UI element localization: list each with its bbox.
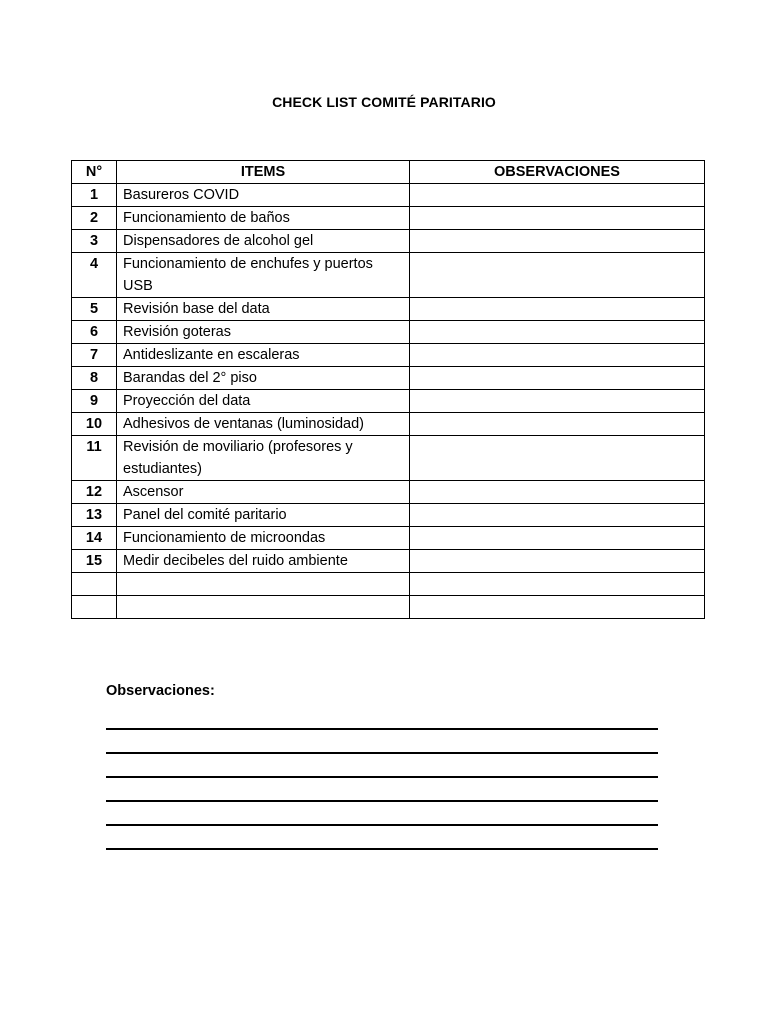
table-row [72,321,705,344]
header-observaciones: OBSERVACIONES [410,161,705,184]
table-row [72,596,705,619]
table-row [72,367,705,390]
table-body [72,184,705,619]
row-observation-cell[interactable] [410,436,705,481]
row-number [72,573,117,596]
table-row [72,504,705,527]
row-item [117,596,410,619]
row-observation-cell[interactable] [410,367,705,390]
row-observation-cell[interactable] [410,573,705,596]
table-row [72,390,705,413]
row-observation-cell[interactable] [410,298,705,321]
row-item: Proyección del data [117,390,410,413]
row-number: 7 [72,344,117,367]
row-number: 9 [72,390,117,413]
row-observation-cell[interactable] [410,550,705,573]
row-observation-cell[interactable] [410,527,705,550]
row-item: Antideslizante en escaleras [117,344,410,367]
row-item: Adhesivos de ventanas (luminosidad) [117,413,410,436]
table-row [72,413,705,436]
row-observation-cell[interactable] [410,596,705,619]
table-row [72,573,705,596]
row-observation-cell[interactable] [410,321,705,344]
table-row [72,344,705,367]
row-observation-cell[interactable] [410,207,705,230]
observations-section [106,680,666,850]
observations-label: Observaciones: [106,683,215,699]
row-number [72,596,117,619]
row-number: 5 [72,298,117,321]
table-row [72,230,705,253]
row-number: 2 [72,207,117,230]
table-row [72,550,705,573]
row-number: 10 [72,413,117,436]
row-number: 15 [72,550,117,573]
row-item: Revisión base del data [117,298,410,321]
checklist-table [71,160,705,619]
header-items: ITEMS [117,161,410,184]
row-observation-cell[interactable] [410,344,705,367]
row-observation-cell[interactable] [410,504,705,527]
observations-lines [106,720,666,850]
table-row [72,253,705,298]
row-item: Funcionamiento de microondas [117,527,410,550]
row-number: 12 [72,481,117,504]
row-item: Revisión de moviliario (profesores y estudiantes) [117,436,410,481]
row-item: Ascensor [117,481,410,504]
row-number: 8 [72,367,117,390]
row-item: Funcionamiento de baños [117,207,410,230]
row-number: 3 [72,230,117,253]
header-num: N° [72,161,117,184]
row-item: Funcionamiento de enchufes y puertos USB [117,253,410,298]
row-observation-cell[interactable] [410,413,705,436]
row-number: 4 [72,253,117,298]
table-header-row [72,161,705,184]
table-row [72,527,705,550]
row-item: Barandas del 2° piso [117,367,410,390]
row-observation-cell[interactable] [410,184,705,207]
observation-line[interactable] [106,754,658,778]
row-number: 14 [72,527,117,550]
row-item [117,573,410,596]
page-title: CHECK LIST COMITÉ PARITARIO [272,94,496,110]
row-number: 13 [72,504,117,527]
observation-line[interactable] [106,778,658,802]
observation-line[interactable] [106,720,658,730]
table-row [72,436,705,481]
row-observation-cell[interactable] [410,230,705,253]
row-item: Revisión goteras [117,321,410,344]
row-observation-cell[interactable] [410,253,705,298]
row-observation-cell[interactable] [410,390,705,413]
observation-line[interactable] [106,802,658,826]
row-item: Basureros COVID [117,184,410,207]
table-row [72,481,705,504]
table-row [72,184,705,207]
row-item: Medir decibeles del ruido ambiente [117,550,410,573]
row-number: 1 [72,184,117,207]
row-item: Dispensadores de alcohol gel [117,230,410,253]
row-number: 6 [72,321,117,344]
observation-line[interactable] [106,730,658,754]
row-number: 11 [72,436,117,481]
observation-line[interactable] [106,826,658,850]
table-row [72,207,705,230]
row-observation-cell[interactable] [410,481,705,504]
table-row [72,298,705,321]
row-item: Panel del comité paritario [117,504,410,527]
